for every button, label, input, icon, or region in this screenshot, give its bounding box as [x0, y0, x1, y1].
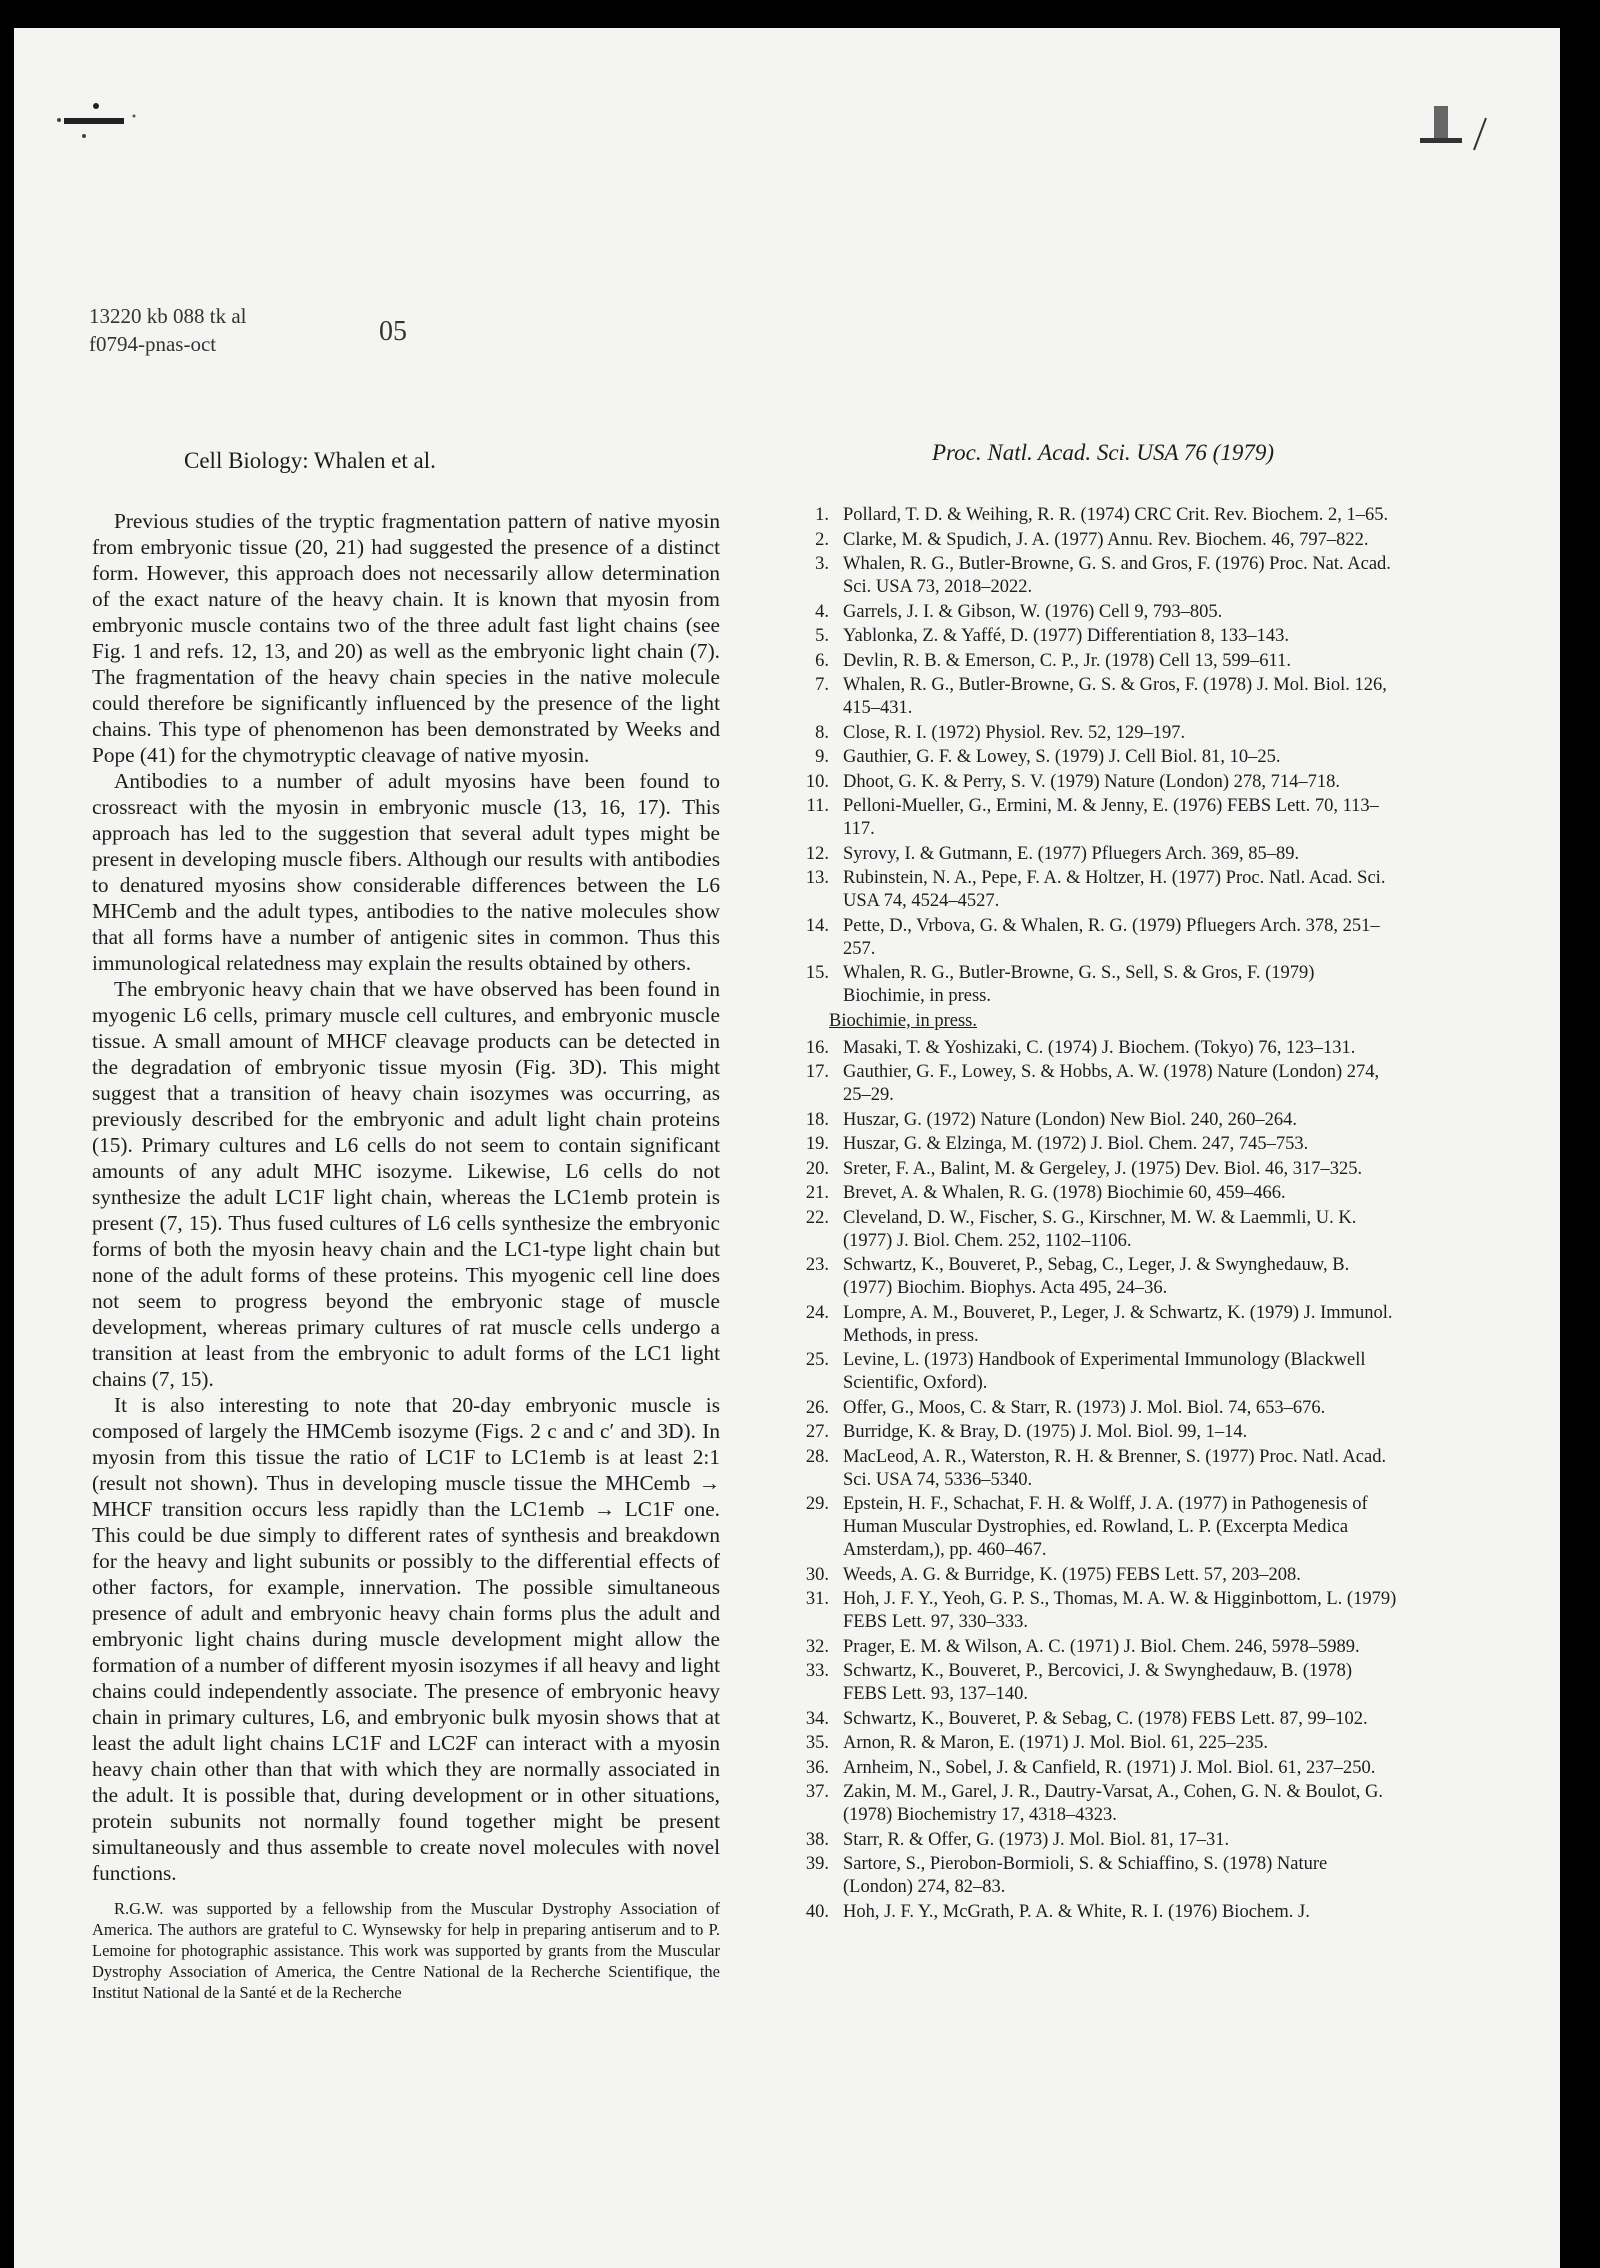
reference-number: 31. [805, 1589, 829, 1609]
reference-number: 27. [805, 1422, 829, 1442]
reference-text: Arnheim, N., Sobel, J. & Canfield, R. (1971) J. Mol. Biol. 61, 237–250. [843, 1757, 1376, 1778]
reference-number: 3. [815, 554, 829, 574]
reference-number: 4. [815, 601, 829, 622]
reference-number: 21. [805, 1183, 829, 1203]
body-paragraph: Antibodies to a number of adult myosins have been found to crossreact with the myosin in embryonic muscle (13, 16, 17). This approach has led to the suggestion that several adult types might be present in developing muscle fibers. Although our results with antibodies to denatured myosins show considerable differences between the L6 MHCemb and the adult types, antibodies to the native molecules show that all forms have a number of antigenic sites in common. Thus this immunological relatedness may explain the results obtained by others. [92, 769, 720, 975]
reference-number: 12. [805, 843, 829, 864]
reference-item [782, 1564, 1400, 1587]
reference-text: Whalen, R. G., Butler-Browne, G. S., Sell, S. & Gros, F. (1979) Biochimie, in press. [843, 963, 1315, 1006]
reference-text: Burridge, K. & Bray, D. (1975) J. Mol. Biol. 99, 1–14. [843, 1422, 1248, 1442]
reference-item [782, 1421, 1400, 1444]
reference-number: 6. [815, 650, 829, 671]
scan-smudge-right [1414, 98, 1514, 178]
running-head-right: Proc. Natl. Acad. Sci. USA 76 (1979) [932, 440, 1274, 465]
reference-text: Pette, D., Vrbova, G. & Whalen, R. G. (1979) Pfluegers Arch. 378, 251–257. [843, 915, 1380, 959]
reference-number: 10. [805, 771, 829, 792]
running-head-left: Cell Biology: Whalen et al. [184, 448, 436, 473]
acknowledgment: R.G.W. was supported by a fellowship from the Muscular Dystrophy Association of America. The authors are grateful to C. Wynsewsky for help in preparing antiserum and to P. Lemoine for photographic assistance. This work was supported by grants from the Muscular Dystrophy Association of America, the Centre National de la Recherche Scientifique, the Institut National de la Santé et de la Recherche [92, 1899, 720, 2002]
reference-number: 2. [815, 529, 829, 550]
meta-line-1: 13220 kb 088 tk al [89, 304, 247, 328]
reference-text: Devlin, R. B. & Emerson, C. P., Jr. (1978) Cell 13, 599–611. [843, 650, 1291, 671]
reference-number: 9. [815, 747, 829, 767]
reference-item [782, 1397, 1400, 1420]
reference-text: Schwartz, K., Bouveret, P., Sebag, C., Leger, J. & Swynghedauw, B. (1977) Biochim. Biophys. Acta 495, 24–36. [843, 1255, 1350, 1298]
reference-number: 22. [805, 1207, 829, 1228]
reference-item [782, 1037, 1400, 1060]
reference-text: Zakin, M. M., Garel, J. R., Dautry-Varsat, A., Cohen, G. N. & Boulot, G. (1978) Biochemistry 17, 4318–4323. [843, 1782, 1384, 1825]
reference-number: 19. [805, 1134, 829, 1154]
reference-text: Hoh, J. F. Y., McGrath, P. A. & White, R. I. (1976) Biochem. J. [843, 1901, 1310, 1922]
reference-text: Cleveland, D. W., Fischer, S. G., Kirschner, M. W. & Laemmli, U. K. (1977) J. Biol. Chem. 252, 1102–1106. [843, 1207, 1357, 1251]
reference-item [782, 504, 1400, 527]
reference-item [782, 843, 1400, 866]
reference-text: Rubinstein, N. A., Pepe, F. A. & Holtzer, H. (1977) Proc. Natl. Acad. Sci. USA 74, 4524–4527. [843, 868, 1386, 911]
reference-item [782, 674, 1400, 720]
meta-number: 05 [379, 316, 407, 347]
reference-number: 18. [805, 1109, 829, 1130]
reference-text: Gauthier, G. F., Lowey, S. & Hobbs, A. W. (1978) Nature (London) 274, 25–29. [843, 1062, 1380, 1105]
paper-page [14, 28, 1560, 2268]
reference-number: 35. [805, 1733, 829, 1753]
reference-item [782, 722, 1400, 745]
reference-text: Masaki, T. & Yoshizaki, C. (1974) J. Biochem. (Tokyo) 76, 123–131. [843, 1037, 1356, 1058]
reference-number: 7. [815, 675, 829, 695]
reference-text: Pollard, T. D. & Weihing, R. R. (1974) CRC Crit. Rev. Biochem. 2, 1–65. [843, 505, 1389, 525]
reference-item [782, 529, 1400, 552]
reference-number: 38. [805, 1829, 829, 1850]
reference-text: Lompre, A. M., Bouveret, P., Leger, J. & Schwartz, K. (1979) J. Immunol. Methods, in press. [843, 1302, 1393, 1346]
reference-number: 33. [805, 1661, 829, 1681]
reference-item [782, 1302, 1400, 1348]
body-paragraph: It is also interesting to note that 20-day embryonic muscle is composed of largely the HMCemb isozyme (Figs. 2 c and c′ and 3D). In myosin from this tissue the ratio of LC1F to LC1emb is at least 2:1 (result not shown). Thus in developing muscle tissue the MHCemb → MHCF transition occurs less rapidly than the LC1emb → LC1F one. This could be due simply to different rates of synthesis and breakdown for the heavy and light subunits or possibly to the differential effects of other factors, for example, innervation. The possible simultaneous presence of adult and embryonic heavy chain forms plus the adult and embryonic light chains during muscle development might allow the formation of a number of different myosin isozymes if all heavy and light chains could independently associate. The presence of embryonic heavy chain in primary cultures, L6, and embryonic bulk myosin shows that at least the adult light chains LC1F and LC2F can interact with a myosin heavy chain other than that with which they are normally associated in the adult. It is possible that, during development or in other situations, protein subunits not normally found together might be present simultaneously and thus assemble to create novel molecules with novel functions. [92, 1393, 720, 1885]
reference-item [782, 1254, 1400, 1300]
reference-text: Huszar, G. (1972) Nature (London) New Biol. 240, 260–264. [843, 1109, 1297, 1130]
reference-item [782, 1901, 1400, 1924]
reference-text: Syrovy, I. & Gutmann, E. (1977) Pfluegers Arch. 369, 85–89. [843, 843, 1300, 864]
reference-text: Clarke, M. & Spudich, J. A. (1977) Annu. Rev. Biochem. 46, 797–822. [843, 529, 1369, 550]
reference-text: Pelloni-Mueller, G., Ermini, M. & Jenny, E. (1976) FEBS Lett. 70, 113–117. [843, 796, 1379, 839]
reference-number: 20. [805, 1158, 829, 1179]
reference-number: 13. [805, 868, 829, 888]
reference-item [782, 1853, 1400, 1899]
reference-item [782, 1182, 1400, 1205]
meta-line-2: f0794-pnas-oct [89, 332, 217, 356]
reference-item [782, 1660, 1400, 1706]
reference-number: 26. [805, 1397, 829, 1418]
reference-text: Starr, R. & Offer, G. (1973) J. Mol. Biol. 81, 17–31. [843, 1829, 1230, 1850]
reference-number: 36. [805, 1757, 829, 1778]
reference-item [782, 1493, 1400, 1562]
reference-text: Yablonka, Z. & Yaffé, D. (1977) Differentiation 8, 133–143. [843, 626, 1290, 646]
body-paragraph: The embryonic heavy chain that we have observed has been found in myogenic L6 cells, primary muscle cell cultures, and embryonic muscle tissue. A small amount of MHCF cleavage products can be detected in the degradation of embryonic tissue myosin (Fig. 3D). This might suggest that a transition of heavy chain isozymes was occurring, as previously described for the embryonic and adult light chain proteins (15). Primary cultures and L6 cells do not seem to contain significant amounts of any adult MHC isozyme. Likewise, L6 cells do not synthesize the adult LC1F light chain, whereas the LC1emb protein is present (7, 15). Thus fused cultures of L6 cells synthesize the embryonic forms of both the myosin heavy chain and the LC1-type light chain but none of the adult forms of these proteins. This myogenic cell line does not seem to progress beyond the embryonic stage of muscle development, whereas primary cultures of rat muscle cells undergo a transition at least from the embryonic to adult forms of the LC1 light chains (7, 15). [92, 977, 720, 1391]
reference-item [782, 1757, 1400, 1780]
body-column [92, 508, 720, 2003]
reference-number: 32. [805, 1636, 829, 1657]
reference-item [782, 1109, 1400, 1132]
reference-number: 40. [805, 1901, 829, 1922]
duplicate-press-line: Biochimie, in press. [829, 1010, 977, 1031]
reference-text: Garrels, J. I. & Gibson, W. (1976) Cell 9, 793–805. [843, 601, 1223, 622]
reference-number: 11. [806, 796, 829, 816]
reference-text: Whalen, R. G., Butler-Browne, G. S. & Gros, F. (1978) J. Mol. Biol. 126, 415–431. [843, 675, 1387, 718]
reference-item [782, 650, 1400, 673]
reference-text: Huszar, G. & Elzinga, M. (1972) J. Biol. Chem. 247, 745–753. [843, 1134, 1309, 1154]
reference-text: Schwartz, K., Bouveret, P., Bercovici, J. & Swynghedauw, B. (1978) FEBS Lett. 93, 137–140. [843, 1661, 1353, 1704]
reference-number: 25. [805, 1350, 829, 1370]
scan-smudge-left [54, 88, 154, 148]
reference-number: 39. [805, 1854, 829, 1874]
reference-item [782, 915, 1400, 961]
reference-number: 28. [805, 1446, 829, 1467]
reference-text: Arnon, R. & Maron, E. (1971) J. Mol. Biol. 61, 225–235. [843, 1733, 1268, 1753]
reference-number: 1. [815, 505, 829, 525]
reference-number: 34. [805, 1708, 829, 1729]
reference-number: 15. [805, 963, 829, 983]
reference-item [782, 1133, 1400, 1156]
reference-text: Dhoot, G. K. & Perry, S. V. (1979) Nature (London) 278, 714–718. [843, 771, 1341, 792]
reference-text: Weeds, A. G. & Burridge, K. (1975) FEBS Lett. 57, 203–208. [843, 1564, 1301, 1585]
reference-number: 5. [815, 626, 829, 646]
reference-text: Close, R. I. (1972) Physiol. Rev. 52, 129–197. [843, 722, 1186, 743]
reference-text: Whalen, R. G., Butler-Browne, G. S. and Gros, F. (1976) Proc. Nat. Acad. Sci. USA 73, 2018–2022. [843, 554, 1391, 597]
reference-item [782, 962, 1400, 1008]
reference-number: 24. [805, 1302, 829, 1323]
reference-number: 30. [805, 1564, 829, 1585]
reference-number: 8. [815, 722, 829, 743]
reference-text: Offer, G., Moos, C. & Starr, R. (1973) J. Mol. Biol. 74, 653–676. [843, 1397, 1326, 1418]
reference-item [782, 1588, 1400, 1634]
reference-item [782, 795, 1400, 841]
reference-text: Sartore, S., Pierobon-Bormioli, S. & Schiaffino, S. (1978) Nature (London) 274, 82–83. [843, 1854, 1328, 1897]
references-list [782, 504, 1400, 1925]
typesetting-meta [89, 302, 247, 358]
reference-item [782, 1061, 1400, 1107]
reference-item [782, 867, 1400, 913]
reference-number: 37. [805, 1782, 829, 1802]
reference-item [782, 1781, 1400, 1827]
reference-text: Brevet, A. & Whalen, R. G. (1978) Biochimie 60, 459–466. [843, 1183, 1286, 1203]
reference-item [782, 1158, 1400, 1181]
reference-item [782, 601, 1400, 624]
reference-item [782, 1732, 1400, 1755]
reference-text: Epstein, H. F., Schachat, F. H. & Wolff, J. A. (1977) in Pathogenesis of Human Muscular Dystrophies, ed. Rowland, L. P. (Excerpta Medica Amsterdam,), pp. 460–467. [843, 1494, 1368, 1560]
reference-number: 14. [805, 915, 829, 936]
reference-number: 23. [805, 1255, 829, 1275]
reference-item [782, 771, 1400, 794]
reference-number: 17. [805, 1062, 829, 1082]
reference-text: MacLeod, A. R., Waterston, R. H. & Brenner, S. (1977) Proc. Natl. Acad. Sci. USA 74, 5336–5340. [843, 1446, 1387, 1490]
reference-number: 29. [805, 1494, 829, 1514]
reference-item [782, 625, 1400, 648]
reference-item [782, 553, 1400, 599]
reference-item [782, 1446, 1400, 1492]
reference-text: Hoh, J. F. Y., Yeoh, G. P. S., Thomas, M. A. W. & Higginbottom, L. (1979) FEBS Lett. 97, 330–333. [843, 1589, 1397, 1632]
reference-text: Levine, L. (1973) Handbook of Experimental Immunology (Blackwell Scientific, Oxford). [843, 1350, 1366, 1393]
body-paragraph: Previous studies of the tryptic fragmentation pattern of native myosin from embryonic tissue (20, 21) had suggested the presence of a distinct form. However, this approach does not necessarily allow determination of the exact nature of the heavy chain. It is known that myosin from embryonic muscle contains two of the three adult fast light chains (see Fig. 1 and refs. 12, 13, and 20) as well as the embryonic light chain (7). The fragmentation of the heavy chain species in the native molecule could therefore be significantly influenced by the presence of the light chains. This type of phenomenon has been demonstrated by Weeks and Pope (41) for the chymotryptic cleavage of native myosin. [92, 509, 720, 767]
reference-item [782, 1636, 1400, 1659]
reference-text: Prager, E. M. & Wilson, A. C. (1971) J. Biol. Chem. 246, 5978–5989. [843, 1636, 1360, 1657]
reference-item [782, 1829, 1400, 1852]
reference-item [782, 1207, 1400, 1253]
reference-item [782, 1349, 1400, 1395]
reference-text: Schwartz, K., Bouveret, P. & Sebag, C. (1978) FEBS Lett. 87, 99–102. [843, 1708, 1368, 1729]
reference-item [782, 1708, 1400, 1731]
reference-number: 16. [805, 1037, 829, 1058]
reference-text: Gauthier, G. F. & Lowey, S. (1979) J. Cell Biol. 81, 10–25. [843, 747, 1281, 767]
reference-text: Sreter, F. A., Balint, M. & Gergeley, J. (1975) Dev. Biol. 46, 317–325. [843, 1158, 1363, 1179]
reference-item [782, 746, 1400, 769]
